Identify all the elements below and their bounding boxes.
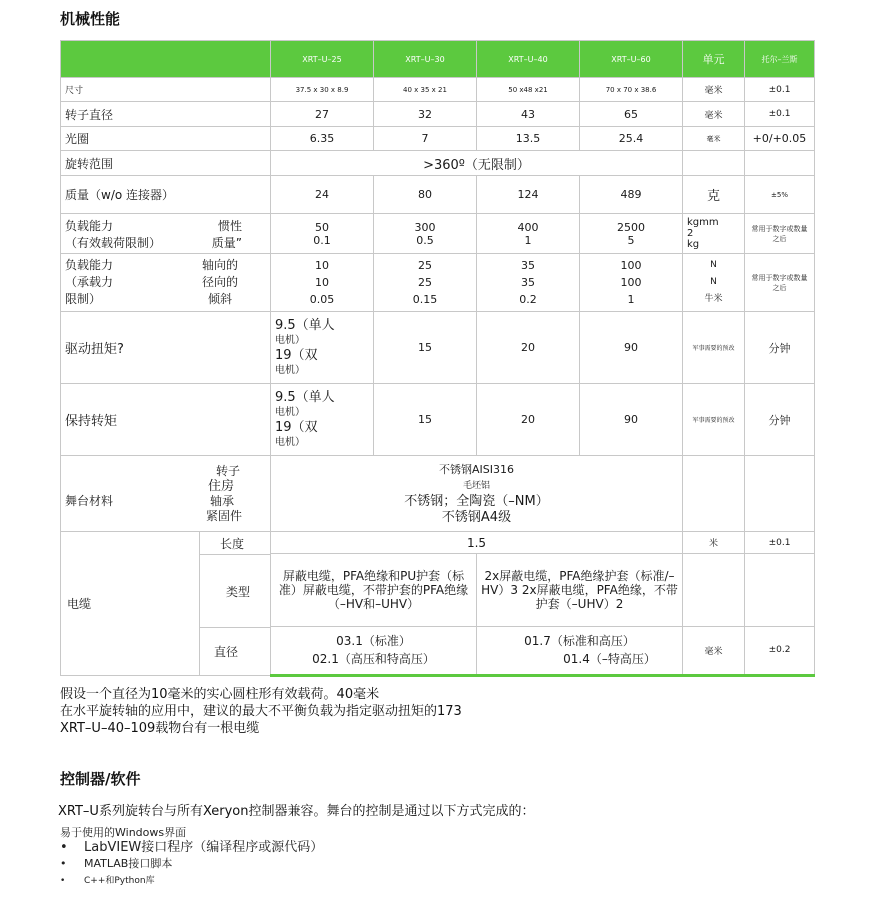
row-label-cable: 电缆 bbox=[67, 597, 92, 611]
cell-unit bbox=[683, 456, 745, 532]
cell-value: 13.5 bbox=[477, 127, 580, 151]
cell-tolerance: ±5% bbox=[745, 176, 815, 214]
cell-value: 35 35 0.2 bbox=[477, 254, 580, 312]
table-row-drive-torque bbox=[61, 312, 815, 384]
mechanical-spec-table bbox=[60, 40, 815, 677]
header-unit: 单元 bbox=[683, 41, 745, 78]
label-load-1: 负载能力 bbox=[65, 218, 114, 233]
cell-value: 20 bbox=[477, 384, 580, 456]
cell-unit: 毫米 bbox=[683, 78, 745, 102]
table-row-mass bbox=[61, 176, 815, 214]
row-label: 尺寸 bbox=[61, 78, 271, 102]
cell-unit: N N 牛米 bbox=[683, 254, 745, 312]
cell-value: 不锈钢AISI316 毛坯铝 不锈钢；全陶瓷（–NM） 不锈钢A4级 bbox=[271, 456, 683, 532]
cell-unit: 毫米 bbox=[683, 127, 745, 151]
cell-tolerance bbox=[745, 456, 815, 532]
cell-value: 20 bbox=[477, 312, 580, 384]
row-label bbox=[61, 214, 271, 254]
cell-value: 489 bbox=[580, 176, 683, 214]
cell-tolerance: ±0.1 bbox=[745, 78, 815, 102]
table-row-rotation-range bbox=[61, 151, 815, 176]
list-item: • MATLAB接口脚本 bbox=[60, 856, 323, 872]
cell-value: 03.1（标准） 02.1（高压和特高压） bbox=[271, 626, 477, 675]
table-row-load-bearing bbox=[61, 254, 815, 312]
row-label: 保持转矩 bbox=[61, 384, 271, 456]
table-row-rotor-diameter bbox=[61, 102, 815, 127]
table-row-cable-length bbox=[61, 532, 815, 554]
row-label-material: 舞台材料 bbox=[65, 493, 114, 508]
cell-tolerance: 常用于数字或数量之后 bbox=[745, 254, 815, 312]
cell-value: 50 x48 x21 bbox=[477, 78, 580, 102]
cell-value: 32 bbox=[374, 102, 477, 127]
cell-value: 24 bbox=[271, 176, 374, 214]
cell-tolerance: ±0.2 bbox=[745, 626, 815, 675]
row-label: 光圈 bbox=[61, 127, 271, 151]
cell-tolerance: ±0.1 bbox=[745, 532, 815, 554]
controller-intro: 易于使用的Windows界面 bbox=[60, 826, 187, 839]
cell-tolerance: +0/+0.05 bbox=[745, 127, 815, 151]
cell-value: 90 bbox=[580, 384, 683, 456]
cell-value: 01.7（标准和高压） 01.4（–特高压） bbox=[477, 626, 683, 675]
row-label: 负载能力 轴向的 （承载力 径向的 限制） 倾斜 bbox=[61, 254, 271, 312]
cell-value: 2x屏蔽电缆，PFA绝缘护套（标准/–HV）3 2x屏蔽电缆，PFA绝缘，不带护套（–UHV）2 bbox=[477, 554, 683, 627]
cell-value: 15 bbox=[374, 312, 477, 384]
cell-value: 90 bbox=[580, 312, 683, 384]
row-label: 旋转范围 bbox=[61, 151, 271, 176]
cell-value: 27 bbox=[271, 102, 374, 127]
header-xrt-u-25: XRT–U–25 bbox=[271, 41, 374, 78]
cell-tolerance: 分钟 bbox=[745, 312, 815, 384]
controller-section-title: 控制器/软件 bbox=[60, 770, 141, 788]
feature-list bbox=[60, 840, 323, 890]
cell-tolerance bbox=[745, 554, 815, 627]
cell-unit: 毫米 bbox=[683, 626, 745, 675]
cell-unit: 克 bbox=[683, 176, 745, 214]
cell-unit: 军事需要的预改 bbox=[683, 384, 745, 456]
cell-value: 10 10 0.05 bbox=[271, 254, 374, 312]
footnote-2: 在水平旋转轴的应用中，建议的最大不平衡负载为指定驱动扭矩的173 bbox=[60, 704, 462, 719]
cell-value: 40 x 35 x 21 bbox=[374, 78, 477, 102]
cell-value: 25.4 bbox=[580, 127, 683, 151]
label-load-2: （有效载荷限制） bbox=[65, 235, 162, 250]
footnotes bbox=[60, 686, 462, 737]
header-blank bbox=[61, 41, 271, 78]
cell-unit bbox=[683, 554, 745, 627]
label-mass: 质量” bbox=[211, 235, 242, 250]
cell-value: 124 bbox=[477, 176, 580, 214]
header-tolerance: 托尔–兰斯 bbox=[745, 41, 815, 78]
row-label: 转子 住房 舞台材料 轴承 紧固件 bbox=[61, 456, 271, 532]
label-inertia: 惯性 bbox=[217, 218, 242, 233]
cell-value: 80 bbox=[374, 176, 477, 214]
cell-value: 300 0.5 bbox=[374, 214, 477, 254]
cell-unit: kgmm 2 kg bbox=[683, 214, 745, 254]
cell-unit bbox=[683, 151, 745, 176]
row-label: 驱动扭矩? bbox=[61, 312, 271, 384]
table-row-load-payload bbox=[61, 214, 815, 254]
cell-tolerance: 分钟 bbox=[745, 384, 815, 456]
cell-value: 9.5（单人 电机） 19（双 电机） bbox=[271, 312, 374, 384]
cell-value: 70 x 70 x 38.6 bbox=[580, 78, 683, 102]
cell-value: 6.35 bbox=[271, 127, 374, 151]
header-xrt-u-40: XRT–U–40 bbox=[477, 41, 580, 78]
cell-value: 15 bbox=[374, 384, 477, 456]
cell-value: 50 0.1 bbox=[271, 214, 374, 254]
header-xrt-u-30: XRT–U–30 bbox=[374, 41, 477, 78]
cell-value: 100 100 1 bbox=[580, 254, 683, 312]
controller-description: XRT–U系列旋转台与所有Xeryon控制器兼容。舞台的控制是通过以下方式完成的： bbox=[58, 804, 535, 819]
cell-value: 7 bbox=[374, 127, 477, 151]
row-label: 质量（w/o 连接器） bbox=[61, 176, 271, 214]
table-row-aperture bbox=[61, 127, 815, 151]
list-item: • C++和Python库 bbox=[60, 872, 323, 890]
cell-value: 屏蔽电缆，PFA绝缘和PU护套（标准）屏蔽电缆，不带护套的PFA绝缘（–HV和–UHV） bbox=[271, 554, 477, 627]
table-row-size bbox=[61, 78, 815, 102]
table-row-material bbox=[61, 456, 815, 532]
table-header-row bbox=[61, 41, 815, 78]
cell-value: 1.5 bbox=[271, 532, 683, 554]
cell-unit: 军事需要的预改 bbox=[683, 312, 745, 384]
footnote-3: XRT–U–40–109载物台有一根电缆 bbox=[60, 721, 260, 736]
section-title: 机械性能 bbox=[60, 10, 121, 28]
cell-unit: 米 bbox=[683, 532, 745, 554]
row-label: 电缆 长度 类型 直径 bbox=[61, 532, 271, 676]
list-item: • LabVIEW接口程序（编译程序或源代码） bbox=[60, 840, 323, 856]
cell-value: 9.5（单人 电机） 19（双 电机） bbox=[271, 384, 374, 456]
cell-value: 43 bbox=[477, 102, 580, 127]
cell-value: >360º（无限制） bbox=[271, 151, 683, 176]
row-label: 转子直径 bbox=[61, 102, 271, 127]
cell-value: 37.5 x 30 x 8.9 bbox=[271, 78, 374, 102]
header-xrt-u-60: XRT–U–60 bbox=[580, 41, 683, 78]
cell-unit: 毫米 bbox=[683, 102, 745, 127]
cell-value: 25 25 0.15 bbox=[374, 254, 477, 312]
cell-value: 2500 5 bbox=[580, 214, 683, 254]
footnote-1: 假设一个直径为10毫米的实心圆柱形有效载荷。40毫米 bbox=[60, 687, 380, 702]
cell-value: 400 1 bbox=[477, 214, 580, 254]
cell-tolerance bbox=[745, 151, 815, 176]
table-row-holding-torque bbox=[61, 384, 815, 456]
cell-value: 65 bbox=[580, 102, 683, 127]
cell-tolerance: ±0.1 bbox=[745, 102, 815, 127]
cell-tolerance: 常用于数字或数量之后 bbox=[745, 214, 815, 254]
